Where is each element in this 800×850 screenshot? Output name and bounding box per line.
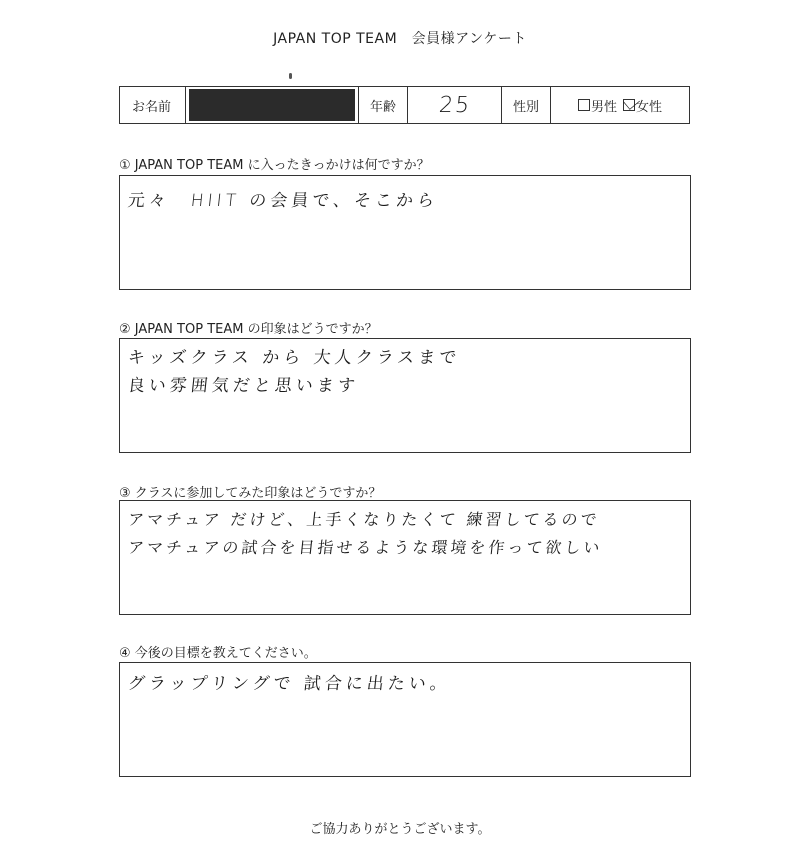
answer-1-line-1: 元々 HIIT の会員で、そこから [126,191,440,211]
age-value: 25 [437,92,472,118]
answer-box-1[interactable] [119,175,691,290]
page-title: JAPAN TOP TEAM 会員様アンケート [273,31,527,47]
answer-2-line-1: キッズクラス から 大人クラスまで [126,348,462,368]
sex-field [551,87,689,123]
answer-box-4[interactable] [119,662,691,777]
redacted-name [189,89,355,121]
male-option[interactable] [578,96,617,115]
answer-4-line-1: グラップリングで 試合に出たい。 [126,674,452,694]
question-4-label: ④ 今後の目標を教えてください。 [119,646,317,661]
sex-label: 性別 [502,87,551,123]
male-label: 男性 [590,99,617,115]
question-3-label: ③ クラスに参加してみた印象はどうですか？ [119,486,382,501]
member-info-table [119,86,690,124]
question-2-label: ② JAPAN TOP TEAM の印象はどうですか？ [119,322,378,337]
answer-3-line-2: アマチュアの試合を目指せるような環境を作って欲しい [126,538,604,557]
name-label: お名前 [120,87,186,123]
female-label: 女性 [636,99,663,115]
female-checkbox[interactable] [623,99,635,111]
answer-3-line-1: アマチュア だけど、上手くなりたくて 練習してるので [126,510,601,529]
name-field [186,87,359,123]
question-1-label: ① JAPAN TOP TEAM に入ったきっかけは何ですか？ [119,158,430,173]
thank-you-footer: ご協力ありがとうございます。 [309,822,491,837]
female-option[interactable] [623,96,662,115]
ink-mark [289,73,292,79]
age-label: 年齢 [359,87,408,123]
male-checkbox[interactable] [578,99,590,111]
answer-box-3[interactable] [119,500,691,615]
answer-box-2[interactable] [119,338,691,453]
answer-2-line-2: 良い雰囲気だと思います [126,376,360,396]
age-field [408,87,502,123]
